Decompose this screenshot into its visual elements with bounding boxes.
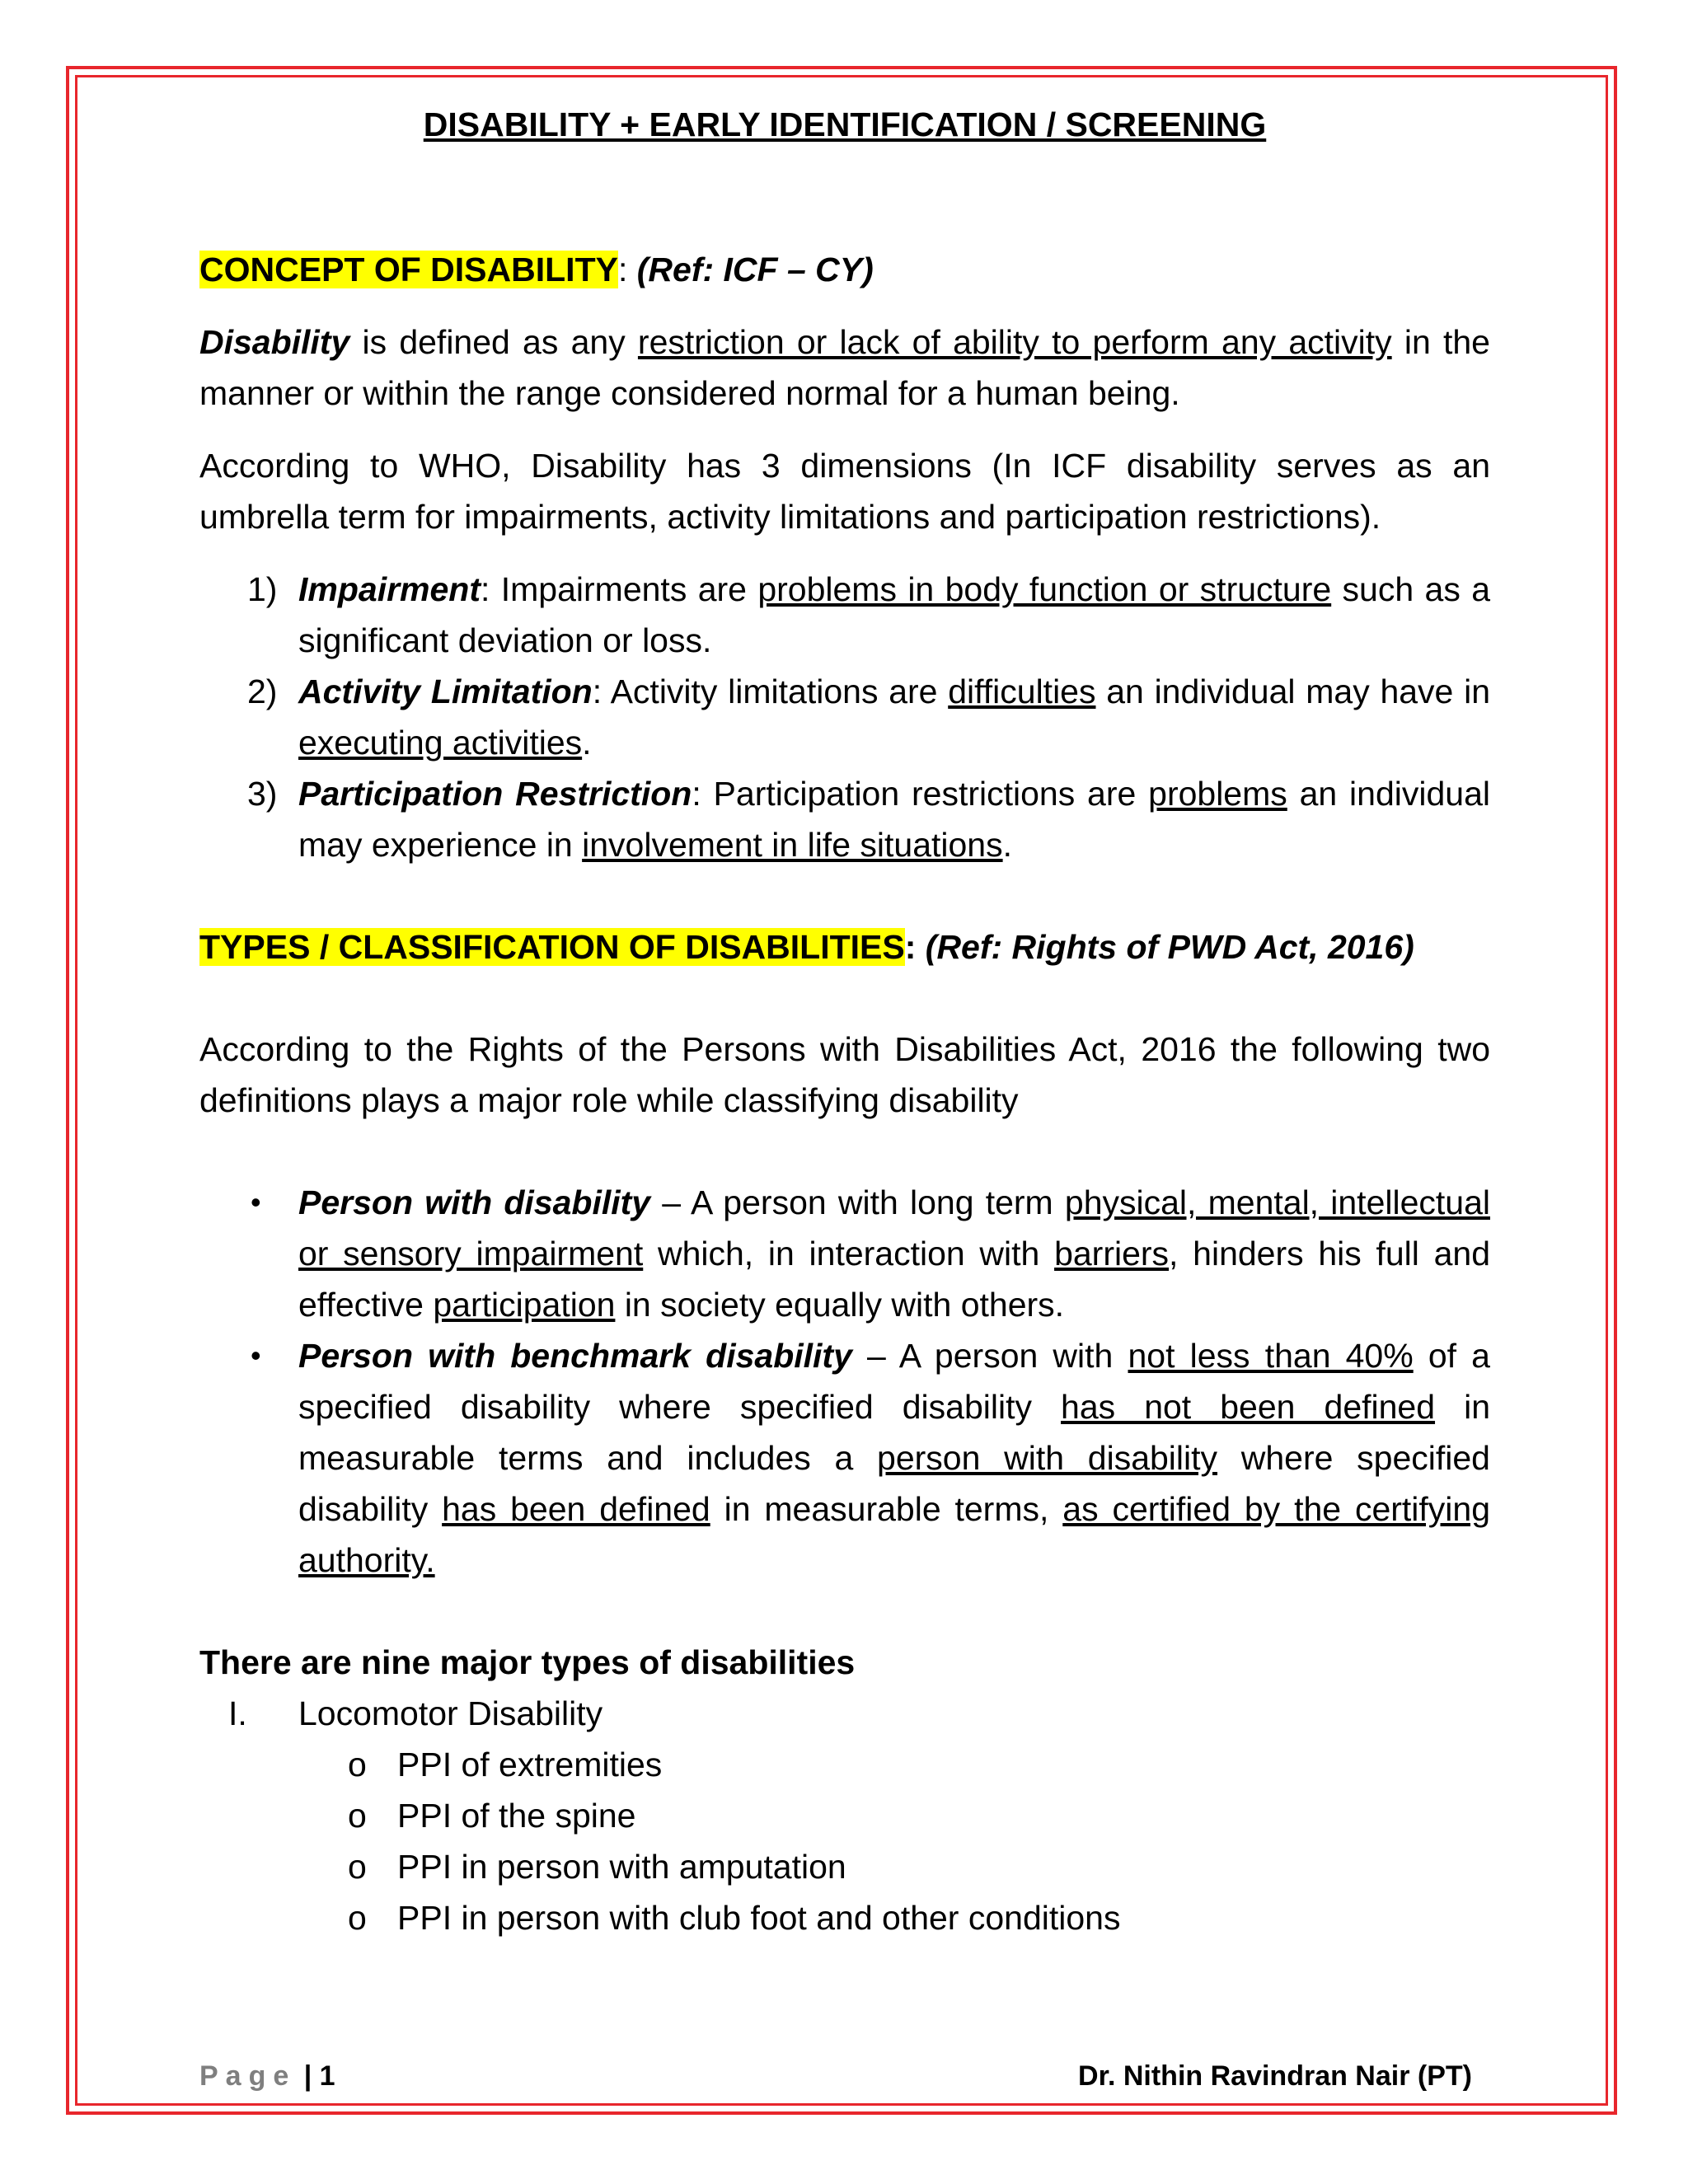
item-underlined: as certified by the certifying authority. [298,1490,1490,1579]
sub-item-label: PPI of extremities [397,1746,663,1783]
document-title: DISABILITY + EARLY IDENTIFICATION / SCREENING [423,105,1267,143]
item-term: Activity Limitation [298,673,593,710]
item-underlined: person with disability [877,1439,1218,1477]
dimensions-list [199,564,1490,870]
concept-heading: CONCEPT OF DISABILITY [199,251,618,288]
definition-underlined: restriction or lack of ability to perform any activity [637,323,1392,361]
circle-bullet-icon: o [348,1797,367,1835]
item-underlined: involvement in life situations [582,826,1003,864]
list-item [199,1177,1490,1330]
item-text: such as a significant deviation or loss. [298,570,1490,659]
item-underlined: barriers [1054,1235,1170,1272]
item-text: – A person with long term [650,1183,1065,1221]
page-word: Page [199,2060,297,2092]
item-underlined: has been defined [442,1490,710,1528]
sub-list-item [199,1790,1490,1841]
item-term: Participation Restriction [298,775,692,813]
list-number: 1) [247,570,278,608]
item-text: – A person with [851,1337,1128,1375]
concept-heading-line [199,244,1490,295]
item-term: Person with disability [298,1183,651,1221]
item-underlined: has not been defined [1061,1388,1436,1426]
sub-item-label: PPI of the spine [397,1797,636,1835]
item-text: in measurable terms and includes a [298,1388,1490,1477]
item-underlined: problems [1148,775,1287,813]
item-term: Impairment [298,570,481,608]
types-heading-line [199,921,1490,972]
item-underlined: participation [433,1286,616,1324]
item-text: an individual may experience in [298,775,1490,864]
item-text: . [1002,826,1013,864]
item-text: in measurable terms, [710,1490,1063,1528]
item-text: which, in interaction with [643,1235,1055,1272]
list-number: I. [228,1694,247,1732]
list-item [199,564,1490,666]
list-item [199,768,1490,870]
sub-item-label: PPI in person with club foot and other conditions [397,1899,1121,1937]
definition-text-end: in the manner or within the range considered normal for a human being. [199,323,1490,412]
footer-author: Dr. Nithin Ravindran Nair (PT) [1078,2060,1472,2092]
item-text: of a specified disability where specified disability [298,1337,1490,1426]
list-number: 3) [247,775,278,813]
item-text: : Impairments are [481,570,758,608]
who-paragraph: According to WHO, Disability has 3 dimensions (In ICF disability serves as an umbrella term for impairments, activity limitations and participation restrictions). [199,447,1490,536]
item-underlined: difficulties [948,673,1096,710]
sub-list-item [199,1892,1490,1943]
list-number: 2) [247,673,278,710]
bullet-icon: • [251,1338,261,1372]
item-term: Person with benchmark disability [298,1337,852,1375]
circle-bullet-icon: o [348,1746,367,1783]
page-separator: | [296,2060,320,2092]
bullet-icon: • [251,1185,261,1219]
circle-bullet-icon: o [348,1899,367,1937]
page-footer-number [199,2060,335,2093]
concept-ref: (Ref: ICF – CY) [636,251,874,288]
item-text: : Activity limitations are [592,673,949,710]
definition-term: Disability [199,323,350,361]
item-underlined: not less than 40% [1128,1337,1414,1375]
page-number: 1 [319,2060,335,2092]
rpwd-intro: According to the Rights of the Persons with Disabilities Act, 2016 the following two definitions plays a major role while classifying disability [199,1030,1490,1119]
item-underlined: physical, mental, intellectual or sensory impairment [298,1183,1490,1272]
definition-text: is defined as any [349,323,638,361]
types-colon: : [904,928,926,966]
item-text: in society equally with others. [615,1286,1065,1324]
nine-types-heading: There are nine major types of disabilities [199,1643,856,1681]
list-item [199,1330,1490,1586]
sub-list-item [199,1841,1490,1892]
item-underlined: executing activities [298,724,583,762]
item-text: , hinders his full and effective [298,1235,1491,1324]
list-item-label: Locomotor Disability [298,1694,603,1732]
item-text: . [582,724,592,762]
types-ref: (Ref: Rights of PWD Act, 2016) [925,928,1414,966]
list-item [199,1688,1490,1739]
sub-list-item [199,1739,1490,1790]
concept-colon: : [617,251,637,288]
types-list [199,1688,1490,1943]
item-text: : Participation restrictions are [692,775,1149,813]
item-text: where specified disability [298,1439,1490,1528]
item-text: an individual may have in [1095,673,1491,710]
list-item [199,666,1490,768]
definitions-list [199,1177,1490,1586]
definition-paragraph [199,316,1490,419]
sub-item-label: PPI in person with amputation [397,1848,846,1886]
circle-bullet-icon: o [348,1848,367,1886]
document-body [199,99,1490,1943]
item-underlined: problems in body function or structure [757,570,1332,608]
types-heading: TYPES / CLASSIFICATION OF DISABILITIES [199,928,905,966]
